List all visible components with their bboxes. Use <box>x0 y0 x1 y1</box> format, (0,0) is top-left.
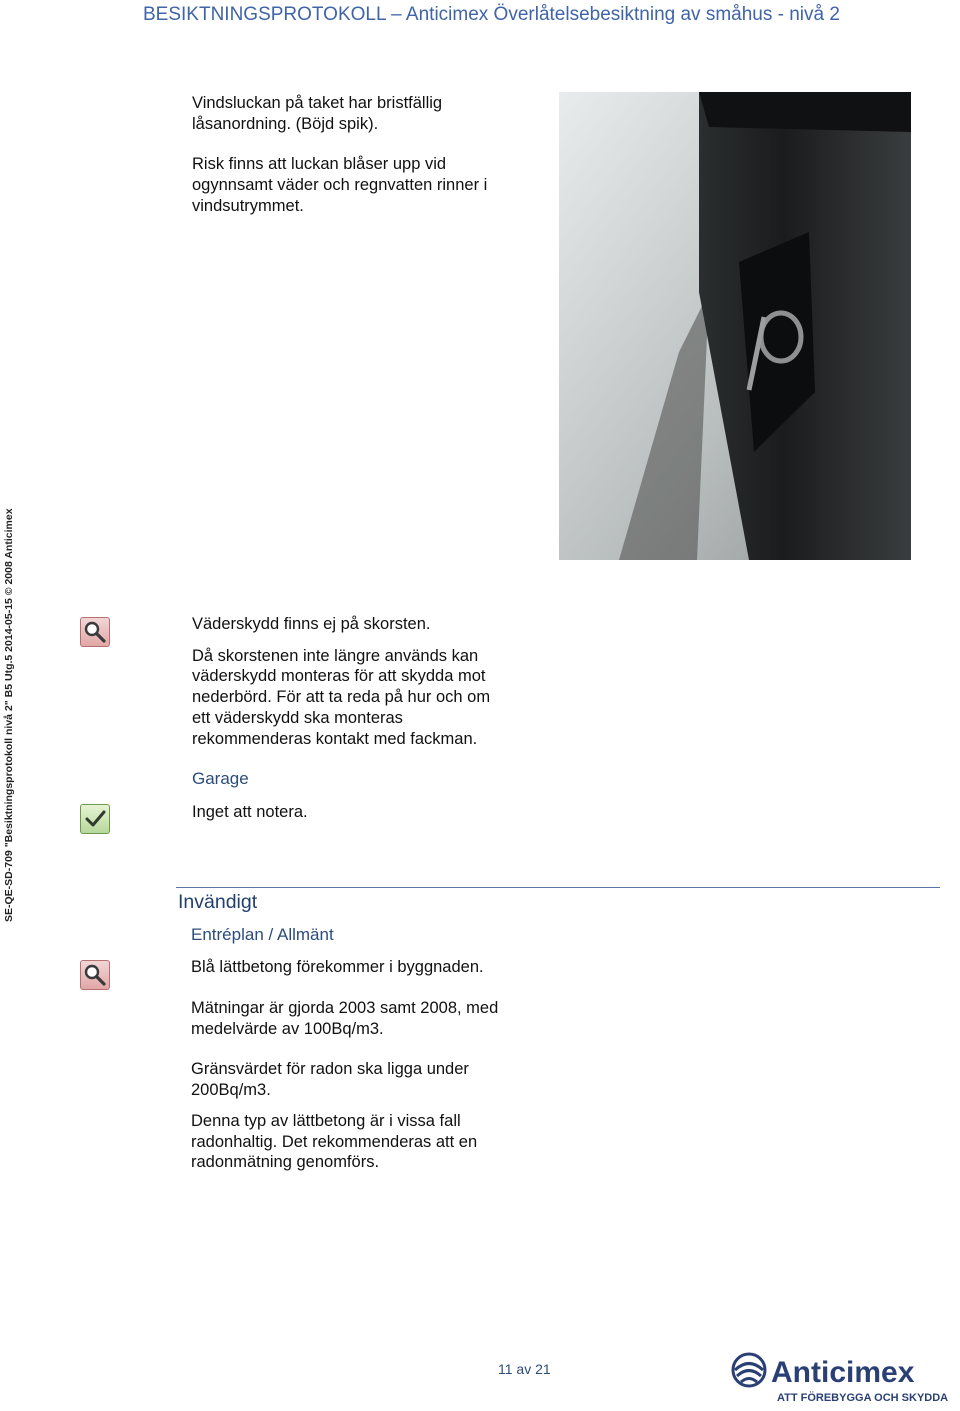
page-number: 11 av 21 <box>498 1361 551 1377</box>
checkmark-icon <box>80 804 110 834</box>
garage-text: Inget att notera. <box>192 803 308 821</box>
page-header: BESIKTNINGSPROTOKOLL – Anticimex Överlåtelsebesiktning av småhus - nivå 2 <box>143 4 840 25</box>
radon-remark-p2: Mätningar är gjorda 2003 samt 2008, med medelvärde av 100Bq/m3. <box>191 999 499 1038</box>
svg-text:Anticimex: Anticimex <box>771 1356 915 1389</box>
section-divider <box>176 887 940 888</box>
side-document-id: SE-QE-SD-709 "Besiktningsprotokoll nivå 2" B5 Utg.5 2014-05-15 © 2008 Anticimex <box>3 508 15 922</box>
radon-remark-p1: Blå lättbetong förekommer i byggnaden. <box>191 958 484 976</box>
magnifier-icon <box>80 617 110 647</box>
chimney-remark: Väderskydd finns ej på skorsten. Då skorstenen inte längre används kan väderskydd monteras för att skydda mot nederbörd. För att ta reda på hur och om ett väderskydd ska monteras rekommenderas kontakt med fackman. <box>192 615 491 748</box>
anticimex-logo <box>727 1349 952 1405</box>
hatch-remark-text: Vindsluckan på taket har bristfällig låsanordning. (Böjd spik). Risk finns att luckan blåser upp vid ogynnsamt väder och regnvatten rinner i vindsutrymmet. <box>192 94 488 215</box>
garage-heading: Garage <box>192 769 249 788</box>
radon-remark-p3: Gränsvärdet för radon ska ligga under 200Bq/m3. <box>191 1060 469 1099</box>
subheading-entreplan: Entréplan / Allmänt <box>191 925 334 944</box>
chimney-remark-title: Väderskydd finns ej på skorsten. <box>192 615 431 633</box>
section-title-invandigt: Invändigt <box>178 891 258 913</box>
roof-hatch-photo <box>559 92 911 560</box>
radon-remark-p4: Denna typ av lättbetong är i vissa fall radonhaltig. Det rekommenderas att en radonmätning genomförs. <box>191 1112 478 1172</box>
magnifier-icon <box>80 960 110 990</box>
svg-text:ATT FÖREBYGGA OCH SKYDDA: ATT FÖREBYGGA OCH SKYDDA <box>777 1392 949 1404</box>
